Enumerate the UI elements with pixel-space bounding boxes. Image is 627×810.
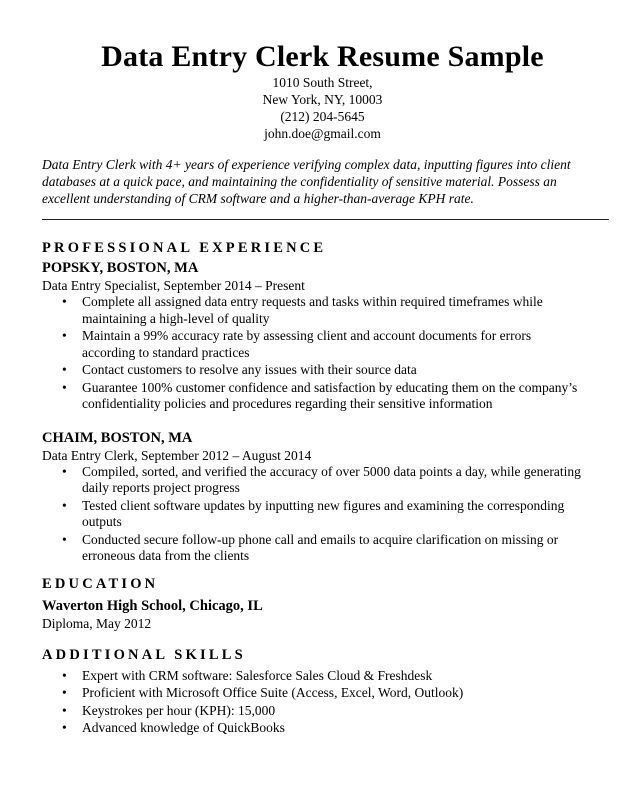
skill-text: Advanced knowledge of QuickBooks xyxy=(82,720,285,735)
bullet-icon: • xyxy=(62,720,67,735)
bullet-icon: • xyxy=(62,362,67,377)
bullet-text: Conducted secure follow-up phone call and emails to acquire clarification on missing or erroneous data from the clients xyxy=(82,531,559,563)
skill-text: Keystrokes per hour (KPH): 15,000 xyxy=(82,702,276,718)
job-bullet-list xyxy=(42,294,603,413)
bullet-icon: • xyxy=(62,463,67,479)
summary-paragraph: Data Entry Clerk with 4+ years of experience verifying complex data, inputting figures into client databases at a quick pace, and maintaining the confidentiality of sensitive material. Possess an excellent understanding of CRM software and a higher-than-average KPH rate. xyxy=(42,157,571,206)
experience-heading: PROFESSIONAL EXPERIENCE xyxy=(42,240,327,256)
skill-text: Expert with CRM software: Salesforce Sales Cloud & Freshdesk xyxy=(82,667,433,683)
contact-city: New York, NY, 10003 xyxy=(262,92,383,107)
education-heading: EDUCATION xyxy=(42,575,159,592)
list-item xyxy=(62,328,603,361)
list-item xyxy=(62,362,603,379)
job-entry xyxy=(42,259,603,413)
bullet-text: Maintain a 99% accuracy rate by assessing client and account documents for errors according to standard practices xyxy=(82,328,532,360)
skill-text: Proficient with Microsoft Office Suite (Access, Excel, Word, Outlook) xyxy=(82,685,464,700)
skills-heading: ADDITIONAL SKILLS xyxy=(42,646,246,663)
list-item xyxy=(62,702,603,720)
list-item xyxy=(62,379,603,413)
bullet-icon: • xyxy=(62,685,67,700)
bullet-icon: • xyxy=(62,294,67,309)
contact-email: john.doe@gmail.com xyxy=(264,126,381,141)
bullet-icon: • xyxy=(62,667,67,683)
list-item xyxy=(62,497,603,531)
list-item xyxy=(62,667,603,685)
list-item xyxy=(62,294,603,327)
list-item xyxy=(62,463,603,497)
job-role: Data Entry Specialist, September 2014 – Present xyxy=(42,278,305,293)
job-employer: POPSKY, BOSTON, MA xyxy=(42,260,199,276)
page-title: Data Entry Clerk Resume Sample xyxy=(101,40,544,73)
list-item xyxy=(62,720,603,737)
bullet-text: Contact customers to resolve any issues with their source data xyxy=(82,362,417,377)
list-item xyxy=(62,685,603,702)
contact-phone: (212) 204-5645 xyxy=(280,109,365,124)
bullet-icon: • xyxy=(62,702,67,718)
job-employer: CHAIM, BOSTON, MA xyxy=(42,429,193,446)
education-school: Waverton High School, Chicago, IL xyxy=(42,597,263,614)
job-entry xyxy=(42,429,603,565)
contact-block xyxy=(42,74,603,142)
list-item xyxy=(62,531,603,565)
education-degree: Diploma, May 2012 xyxy=(42,615,152,631)
bullet-icon: • xyxy=(62,379,67,395)
bullet-text: Guarantee 100% customer confidence and satisfaction by educating them on the company’s confidentiality policies and procedures regarding their sensitive information xyxy=(82,379,578,411)
bullet-text: Complete all assigned data entry requests and tasks within required timeframes while maintaining a high-level of quality xyxy=(82,294,543,326)
bullet-icon: • xyxy=(62,497,67,513)
bullet-icon: • xyxy=(62,328,67,343)
bullet-icon: • xyxy=(62,531,67,547)
job-bullet-list xyxy=(42,464,603,565)
section-divider xyxy=(42,219,609,220)
skills-list xyxy=(42,668,603,737)
bullet-text: Tested client software updates by inputting new figures and examining the corresponding outputs xyxy=(82,497,565,529)
contact-street: 1010 South Street, xyxy=(272,75,373,90)
bullet-text: Compiled, sorted, and verified the accuracy of over 5000 data points a day, while generating daily reports project progress xyxy=(82,463,581,495)
job-role: Data Entry Clerk, September 2012 – August 2014 xyxy=(42,447,312,463)
